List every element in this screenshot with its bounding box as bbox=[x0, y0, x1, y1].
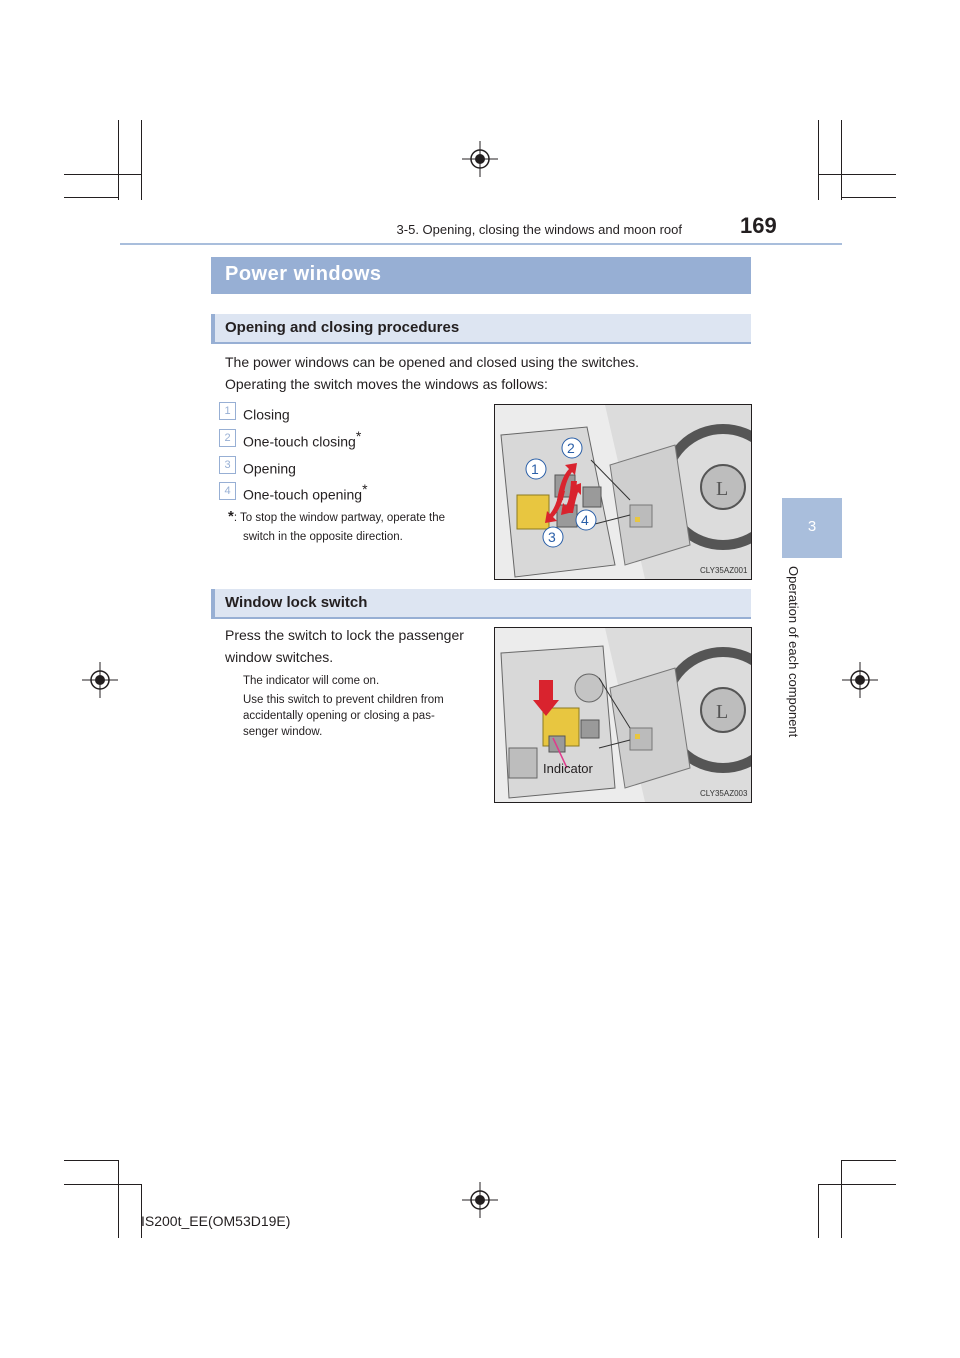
footnote-line-2: switch in the opposite direction. bbox=[243, 531, 403, 543]
subheading-opening-closing bbox=[211, 314, 751, 344]
figure-code: CLY35AZ003 bbox=[700, 789, 748, 798]
header-rule bbox=[120, 243, 842, 245]
lock-note-2 bbox=[243, 692, 444, 740]
chapter-tab bbox=[782, 498, 842, 558]
registration-mark-right-icon bbox=[842, 662, 878, 698]
figure-window-lock-switch bbox=[494, 627, 752, 803]
footnote-line-1: : To stop the window partway, operate the bbox=[233, 512, 446, 524]
lock-note-2-line-2: accidentally opening or closing a pas- bbox=[243, 710, 435, 722]
callout-1: 1 bbox=[531, 461, 539, 477]
step-label: One-touch closing bbox=[243, 433, 356, 450]
svg-text:L: L bbox=[716, 701, 729, 723]
subheading-window-lock bbox=[211, 589, 751, 619]
intro-line-2: Operating the switch moves the windows as follows: bbox=[225, 376, 548, 392]
lock-text-line-2: window switches. bbox=[225, 649, 334, 665]
svg-text:L: L bbox=[716, 478, 729, 500]
lock-note-2-line-1: Use this switch to prevent children from bbox=[243, 694, 444, 706]
asterisk: * bbox=[355, 428, 362, 444]
figure-code: CLY35AZ001 bbox=[700, 566, 748, 575]
window-lock-illustration bbox=[495, 628, 751, 802]
lock-note-2-line-3: senger window. bbox=[243, 726, 323, 738]
step-number-badge: 3 bbox=[219, 456, 236, 474]
footnote bbox=[228, 508, 445, 527]
lock-note-1: The indicator will come on. bbox=[243, 675, 380, 687]
running-header-title: 3-5. Opening, closing the windows and moon roof bbox=[396, 222, 682, 237]
step-label: Opening bbox=[243, 460, 296, 477]
figure-window-switches bbox=[494, 404, 752, 580]
step-label: One-touch opening bbox=[243, 486, 363, 503]
subheading-text: Opening and closing procedures bbox=[225, 319, 460, 336]
callout-3: 3 bbox=[548, 529, 556, 545]
subheading-text: Window lock switch bbox=[225, 594, 368, 611]
lock-text-line-1: Press the switch to lock the passenger bbox=[225, 627, 464, 643]
document-id: IS200t_EE(OM53D19E) bbox=[141, 1213, 291, 1229]
page-number: 169 bbox=[740, 213, 777, 238]
chapter-number: 3 bbox=[807, 518, 817, 535]
registration-mark-top-icon bbox=[462, 141, 498, 177]
footnote-mark: * bbox=[228, 508, 234, 525]
chapter-title: Operation of each component bbox=[786, 566, 801, 738]
chapter-title-vertical bbox=[783, 566, 807, 766]
asterisk: * bbox=[362, 481, 368, 497]
window-switch-illustration bbox=[495, 405, 751, 579]
step-label: Closing bbox=[243, 406, 290, 423]
section-heading-power-windows bbox=[211, 257, 751, 294]
callout-4: 4 bbox=[581, 512, 589, 528]
step-number-badge: 1 bbox=[219, 402, 236, 420]
section-heading-text: Power windows bbox=[225, 263, 382, 285]
step-number-badge: 2 bbox=[219, 429, 236, 447]
step-number-badge: 4 bbox=[219, 482, 236, 500]
intro-line-1: The power windows can be opened and closed using the switches. bbox=[225, 354, 640, 370]
indicator-label: Indicator bbox=[543, 761, 593, 776]
registration-mark-left-icon bbox=[82, 662, 118, 698]
callout-2: 2 bbox=[567, 440, 575, 456]
registration-mark-bottom-icon bbox=[462, 1182, 498, 1218]
